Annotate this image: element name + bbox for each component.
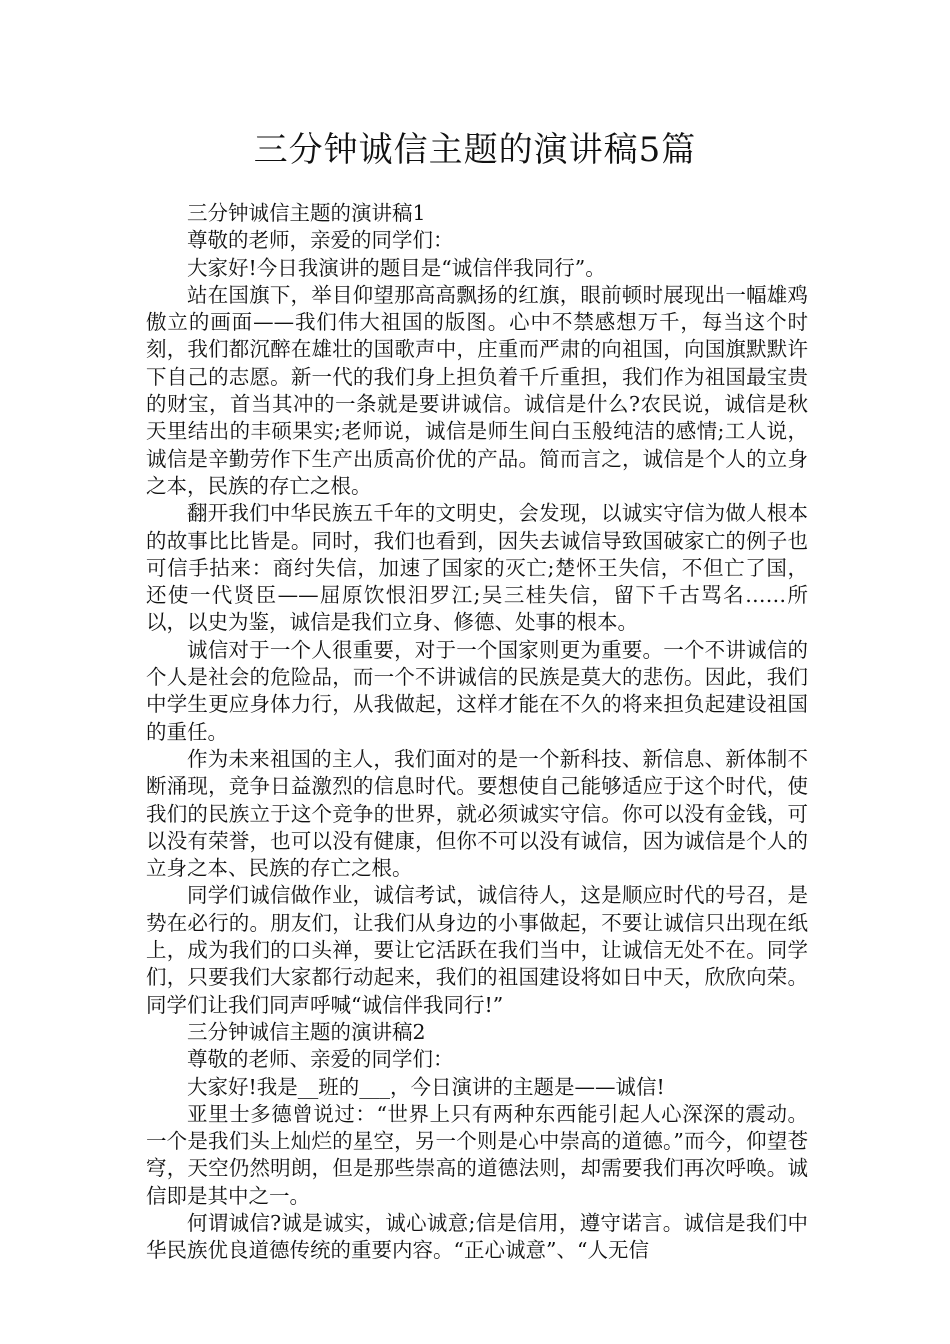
document-title: 三分钟诚信主题的演讲稿5篇 <box>253 130 697 170</box>
paragraph: 作为未来祖国的主人，我们面对的是一个新科技、新信息、新体制不断涌现，竞争日益激烈的信息时代。要想使自己能够适应于这个时代，使我们的民族立于这个竞争的世界，就必须诚实守信。你可以没有金钱，可以没有荣誉，也可以没有健康，但你不可以没有诚信，因为诚信是个人的立身之本、民族的存亡之根。 <box>146 746 808 881</box>
paragraph: 诚信对于一个人很重要，对于一个国家则更为重要。一个不讲诚信的个人是社会的危险品，而一个不讲诚信的民族是莫大的悲伤。因此，我们中学生更应身体力行，从我做起，这样才能在不久的将来担负起建设祖国的重任。 <box>146 637 808 744</box>
paragraph: 同学们诚信做作业，诚信考试，诚信待人，这是顺应时代的号召，是势在必行的。朋友们，让我们从身边的小事做起，不要让诚信只出现在纸上，成为我们的口头禅，要让它活跃在我们当中，让诚信无处不在。同学们，只要我们大家都行动起来，我们的祖国建设将如日中天，欣欣向荣。同学们让我们同声呼喊“诚信伴我同行!” <box>146 883 808 1017</box>
document-body <box>146 200 808 1265</box>
section-heading-1: 三分钟诚信主题的演讲稿1 <box>187 201 426 225</box>
greeting: 大家好!我是__班的___，今日演讲的主题是——诚信! <box>187 1074 665 1099</box>
section-heading-2: 三分钟诚信主题的演讲稿2 <box>187 1019 426 1044</box>
paragraph: 站在国旗下，举目仰望那高高飘扬的红旗，眼前顿时展现出一幅雄鸡傲立的画面——我们伟大祖国的版图。心中不禁感想万千，每当这个时刻，我们都沉醉在雄壮的国歌声中，庄重而严肃的向祖国，向国旗默默许下自己的志愿。新一代的我们身上担负着千斤重担，我们作为祖国最宝贵的财宝，首当其冲的一条就是要讲诚信。诚信是什么?农民说，诚信是秋天里结出的丰硕果实;老师说，诚信是师生间白玉般纯洁的感情;工人说，诚信是辛勤劳作下生产出质高价优的产品。简而言之，诚信是个人的立身之本，民族的存亡之根。 <box>146 282 808 498</box>
paragraph: 亚里士多德曾说过：“世界上只有两种东西能引起人心深深的震动。一个是我们头上灿烂的星空，另一个则是心中崇高的道德。”而今，仰望苍穹，天空仍然明朗，但是那些崇高的道德法则，却需要我们再次呼唤。诚信即是其中之一。 <box>146 1101 808 1208</box>
paragraph: 何谓诚信?诚是诚实，诚心诚意;信是信用，遵守诺言。诚信是我们中华民族优良道德传统的重要内容。“正心诚意”、“人无信 <box>146 1210 808 1263</box>
salutation: 尊敬的老师，亲爱的同学们： <box>187 228 454 253</box>
paragraph: 翻开我们中华民族五千年的文明史，会发现，以诚实守信为做人根本的故事比比皆是。同时，我们也看到，因失去诚信导致国破家亡的例子也可信手拈来：商纣失信，加速了国家的灭亡;楚怀王失信，不但亡了国，还使一代贤臣——屈原饮恨汨罗江;吴三桂失信，留下千古骂名……所以，以史为鉴，诚信是我们立身、修德、处事的根本。 <box>146 501 808 635</box>
salutation: 尊敬的老师、亲爱的同学们： <box>187 1047 454 1072</box>
greeting: 大家好!今日我演讲的题目是“诚信伴我同行”。 <box>187 255 606 280</box>
